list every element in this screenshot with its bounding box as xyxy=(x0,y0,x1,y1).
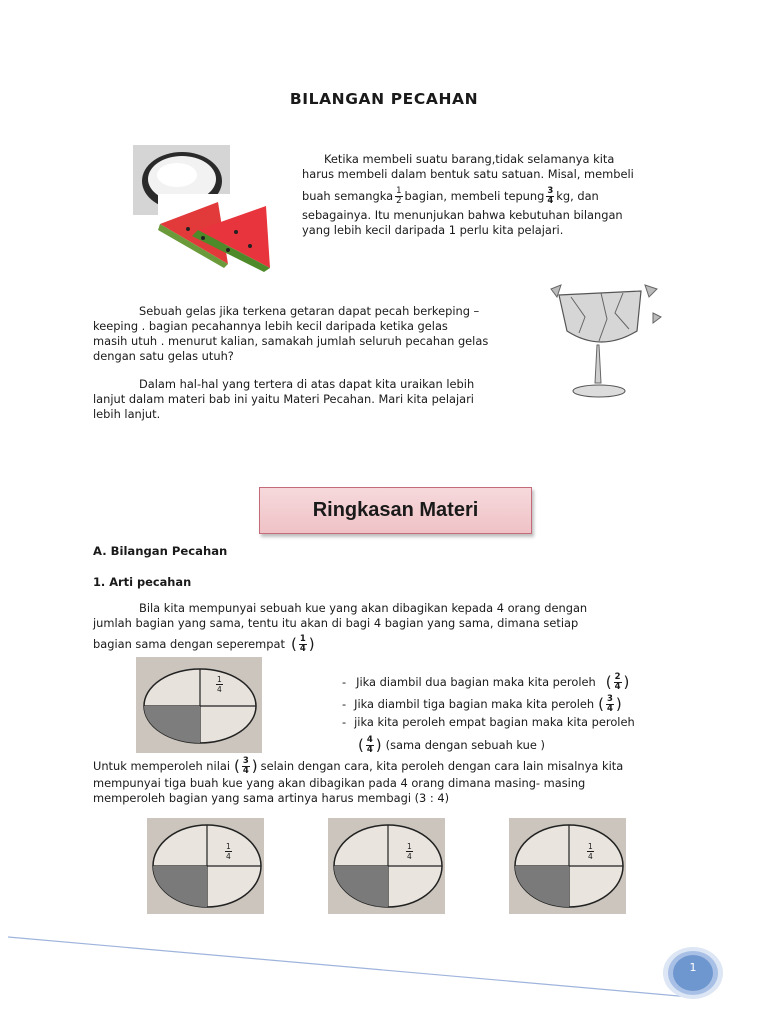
fraction-untuk-three-quarter: $\frac{3}{4}$ xyxy=(242,755,249,776)
lanjut-line-3: lebih lanjut. xyxy=(93,407,161,421)
ringkasan-materi-banner: Ringkasan Materi xyxy=(259,487,532,534)
page-number: 1 xyxy=(689,961,697,974)
section-heading-a: A. Bilangan Pecahan xyxy=(93,544,228,558)
intro-line-1: Ketika membeli suatu barang,tidak selamanya kita xyxy=(324,152,615,166)
page-title: BILANGAN PECAHAN xyxy=(289,90,479,108)
fraction-four-quarters: $\frac{4}{4}$ xyxy=(366,734,373,755)
fraction-two-quarters: $\frac{2}{4}$ xyxy=(614,671,621,692)
untuk-line-1: Untuk memperoleh nilai ( $\frac{3}{4}$ ) selain dengan cara, kita peroleh dengan cara lain misalnya kita xyxy=(93,755,624,776)
intro-text-semangka: buah semangka xyxy=(302,189,394,204)
intro-line-2: harus membeli dalam bentuk satu satuan. Misal, membeli xyxy=(302,167,634,181)
fraction-three-quarter: $\frac{3}{4}$ xyxy=(547,185,554,206)
bullet-empat-cont: ( $\frac{4}{4}$ ) (sama dengan sebuah kue ) xyxy=(358,734,545,755)
intro-line-4: sebagainya. Itu menunjukan bahwa kebutuhan bilangan xyxy=(302,208,623,222)
glass-line-3: masih utuh . menurut kalian, samakah jumlah seluruh pecahan gelas xyxy=(93,334,489,348)
pie-photo-1 xyxy=(147,818,264,914)
intro-text-tepung: bagian, membeli tepung xyxy=(404,189,545,204)
intro-text-kg: kg, dan xyxy=(556,189,599,204)
bullet-tiga-bagian: - Jika diambil tiga bagian maka kita peroleh ( $\frac{3}{4}$ ) xyxy=(342,693,622,714)
pie-quarter-label: $\frac{1}{4}$ xyxy=(217,675,222,694)
pie-photo-3 xyxy=(509,818,626,914)
glass-line-2: keeping . bagian pecahannya lebih kecil daripada ketika gelas xyxy=(93,319,448,333)
untuk-line-2: mempunyai tiga buah kue yang akan dibagikan pada 4 orang dimana masing- masing xyxy=(93,776,586,790)
arti-line-1: Bila kita mempunyai sebuah kue yang akan dibagikan kepada 4 orang dengan xyxy=(139,601,588,615)
watermelon-photo xyxy=(158,194,273,272)
pie-3-quarter-label: $\frac{1}{4}$ xyxy=(588,842,593,861)
bullet-dua-bagian: - Jika diambil dua bagian maka kita peroleh ( $\frac{2}{4}$ ) xyxy=(342,671,630,692)
arti-line-2: jumlah bagian yang sama, tentu itu akan di bagi 4 bagian yang sama, dimana setiap xyxy=(93,616,579,630)
glass-line-4: dengan satu gelas utuh? xyxy=(93,349,234,363)
broken-glass-photo xyxy=(541,283,663,405)
intro-line-5: yang lebih kecil daripada 1 perlu kita pelajari. xyxy=(302,223,564,237)
subsection-heading-1: 1. Arti pecahan xyxy=(93,575,192,589)
pie-1-quarter-label: $\frac{1}{4}$ xyxy=(226,842,231,861)
lanjut-line-2: lanjut dalam materi bab ini yaitu Materi Pecahan. Mari kita pelajari xyxy=(93,392,474,406)
untuk-line-3: memperoleh bagian yang sama artinya harus membagi (3 : 4) xyxy=(93,791,450,805)
pie-photo-2 xyxy=(328,818,445,914)
arti-text-seperempat: bagian sama dengan seperempat xyxy=(93,637,285,652)
fraction-half: $\frac{1}{2}$ xyxy=(396,185,402,206)
fraction-three-quarters: $\frac{3}{4}$ xyxy=(606,693,613,714)
fraction-one-quarter: $\frac{1}{4}$ xyxy=(299,633,306,654)
pie-2-quarter-label: $\frac{1}{4}$ xyxy=(407,842,412,861)
bullet-empat-bagian: - jika kita peroleh empat bagian maka kita peroleh xyxy=(342,715,635,729)
bottom-rule xyxy=(0,925,768,1005)
arti-line-3: bagian sama dengan seperempat ( $\frac{1}{4}$ ) xyxy=(93,633,315,654)
glass-line-1: Sebuah gelas jika terkena getaran dapat pecah berkeping – xyxy=(139,304,480,318)
lanjut-line-1: Dalam hal-hal yang tertera di atas dapat kita uraikan lebih xyxy=(139,377,475,391)
quarter-pie-photo xyxy=(136,657,262,753)
